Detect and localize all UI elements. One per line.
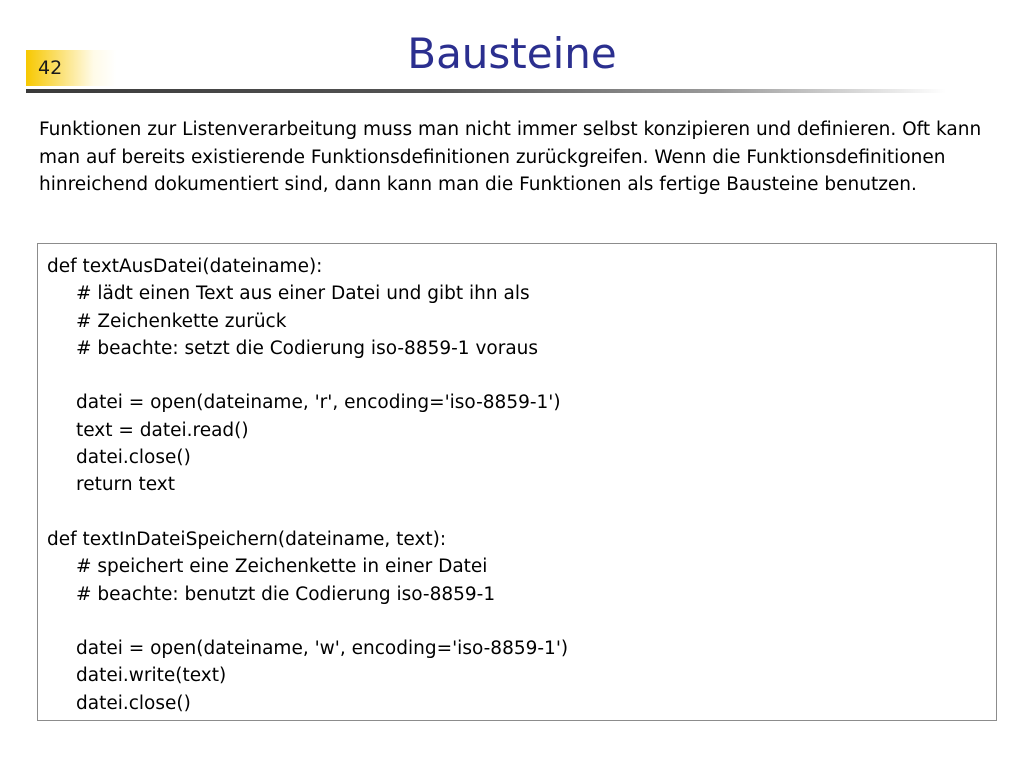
code-line: datei.close() bbox=[76, 692, 191, 714]
code-line: def textInDateiSpeichern(dateiname, text): bbox=[47, 528, 447, 550]
page-number: 42 bbox=[38, 57, 63, 79]
code-line: datei = open(dateiname, 'r', encoding='iso-8859-1') bbox=[76, 392, 561, 414]
code-block bbox=[37, 243, 997, 721]
code-line: def textAusDatei(dateiname): bbox=[47, 256, 323, 277]
code-line: # Zeichenkette zurück bbox=[76, 310, 287, 332]
code-line: datei.write(text) bbox=[76, 665, 227, 687]
code-line: return text bbox=[76, 474, 175, 496]
intro-paragraph: Funktionen zur Listenverarbeitung muss man nicht immer selbst konzipieren und definieren. Oft kann man auf bereits existierende Funktionsdefinitionen zurückgreifen. Wenn die Funktionsdefinitionen hinreichend dokumentiert sind, dann kann man die Funktionen als fertige Bausteine benutzen. bbox=[39, 119, 982, 195]
title-divider bbox=[26, 89, 946, 93]
slide-title: Bausteine bbox=[407, 29, 617, 78]
code-line-blank bbox=[47, 499, 996, 526]
code-line: datei.close() bbox=[76, 447, 191, 469]
code-line: # beachte: setzt die Codierung iso-8859-1 voraus bbox=[76, 337, 539, 359]
code-line: text = datei.read() bbox=[76, 419, 249, 441]
code-line: datei = open(dateiname, 'w', encoding='iso-8859-1') bbox=[76, 638, 569, 660]
code-line: # lädt einen Text aus einer Datei und gibt ihn als bbox=[76, 283, 530, 305]
code-line: # beachte: benutzt die Codierung iso-8859-1 bbox=[76, 583, 496, 605]
code-line: # speichert eine Zeichenkette in einer Datei bbox=[76, 556, 488, 578]
code-line-blank bbox=[47, 608, 996, 635]
code-line-blank bbox=[47, 362, 996, 389]
